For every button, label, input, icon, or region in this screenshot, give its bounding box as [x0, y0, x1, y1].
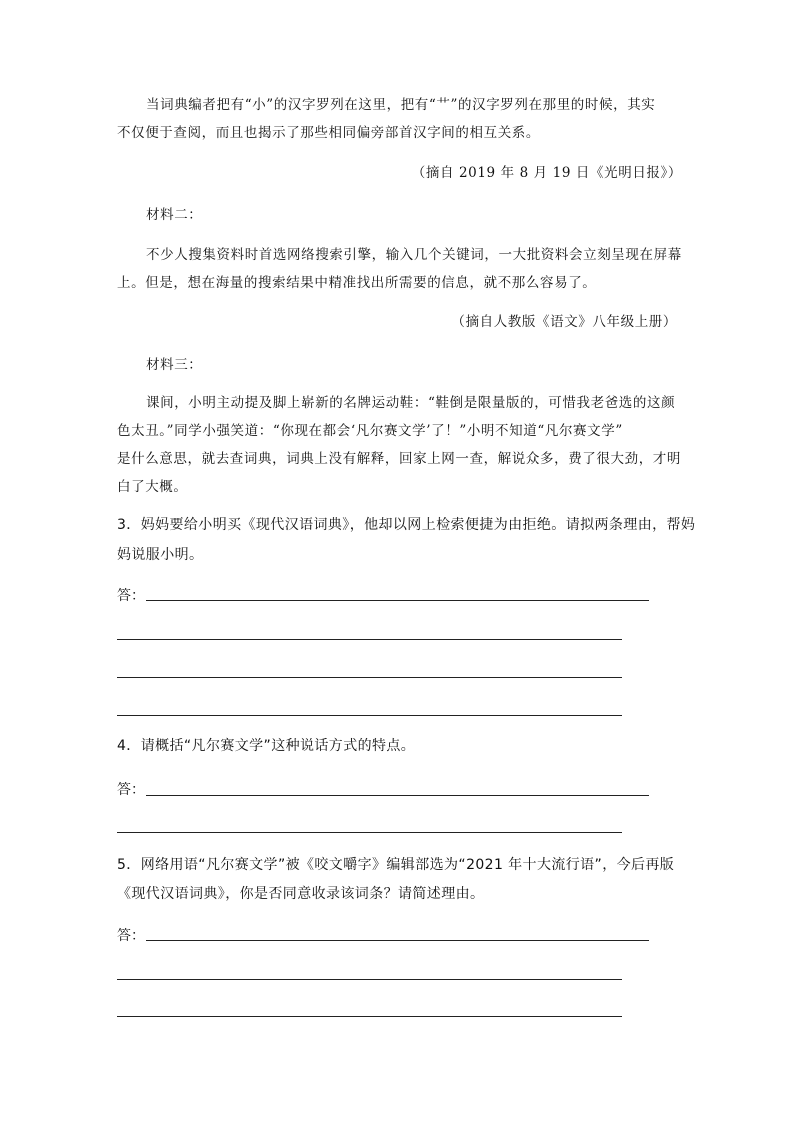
material1-source: （摘自 2019 年 8 月 19 日《光明日报》） — [411, 165, 682, 181]
question5-line1: 5．网络用语“凡尔赛文学”被《咬文嚼字》编辑部选为“2021 年十大流行语”，今后再版 — [117, 857, 675, 873]
question3-answer-line-4[interactable] — [117, 715, 622, 716]
material3-heading: 材料三： — [146, 357, 203, 373]
question3-answer-line-2[interactable] — [117, 639, 622, 640]
question3-answer-label: 答： — [117, 588, 145, 604]
material1-line2: 不仅便于查阅，而且也揭示了那些相同偏旁部首汉字间的相互关系。 — [117, 125, 540, 141]
question5-answer-line-3[interactable] — [117, 1016, 622, 1017]
material3-line3: 是什么意思，就去查词典，词典上没有解释，回家上网一查，解说众多，费了很大劲，才明 — [117, 451, 681, 467]
material3-line1: 课间，小明主动提及脚上崭新的名牌运动鞋：“鞋倒是限量版的，可惜我老爸选的这颜 — [146, 395, 676, 411]
question3-answer-line-3[interactable] — [117, 677, 622, 678]
question5-line2: 《现代汉语词典》，你是否同意收录该词条？请简述理由。 — [117, 886, 485, 902]
material2-line2: 上。但是，想在海量的搜索结果中精准找出所需要的信息，就不那么容易了。 — [117, 275, 597, 291]
question4-answer-label: 答： — [117, 782, 145, 798]
material2-line1: 不少人搜集资料时首选网络搜索引擎，输入几个关键词，一大批资料会立刻呈现在屏幕 — [146, 247, 682, 263]
material2-heading: 材料二： — [146, 207, 203, 223]
question4-line1: 4．请概括“凡尔赛文学”这种说话方式的特点。 — [117, 738, 416, 754]
question4-answer-line-1[interactable] — [146, 795, 649, 796]
question4-answer-line-2[interactable] — [117, 832, 622, 833]
material3-line2: 色太丑。”同学小强笑道：“你现在都会‘凡尔赛文学’了！”小明不知道“凡尔赛文学” — [117, 423, 623, 439]
question5-answer-line-2[interactable] — [117, 979, 622, 980]
material2-source: （摘自人教版《语文》八年级上册） — [451, 314, 677, 330]
material3-line4: 白了大概。 — [117, 479, 188, 495]
question5-answer-line-1[interactable] — [146, 940, 649, 941]
question5-answer-label: 答： — [117, 928, 145, 944]
question3-line1: 3．妈妈要给小明买《现代汉语词典》，他却以网上检索便捷为由拒绝。请拟两条理由，帮妈 — [117, 517, 696, 533]
question3-line2: 妈说服小明。 — [117, 547, 204, 563]
question3-answer-line-1[interactable] — [146, 600, 649, 601]
material1-line1: 当词典编者把有“小”的汉字罗列在这里，把有“艹”的汉字罗列在那里的时候，其实 — [146, 97, 656, 113]
